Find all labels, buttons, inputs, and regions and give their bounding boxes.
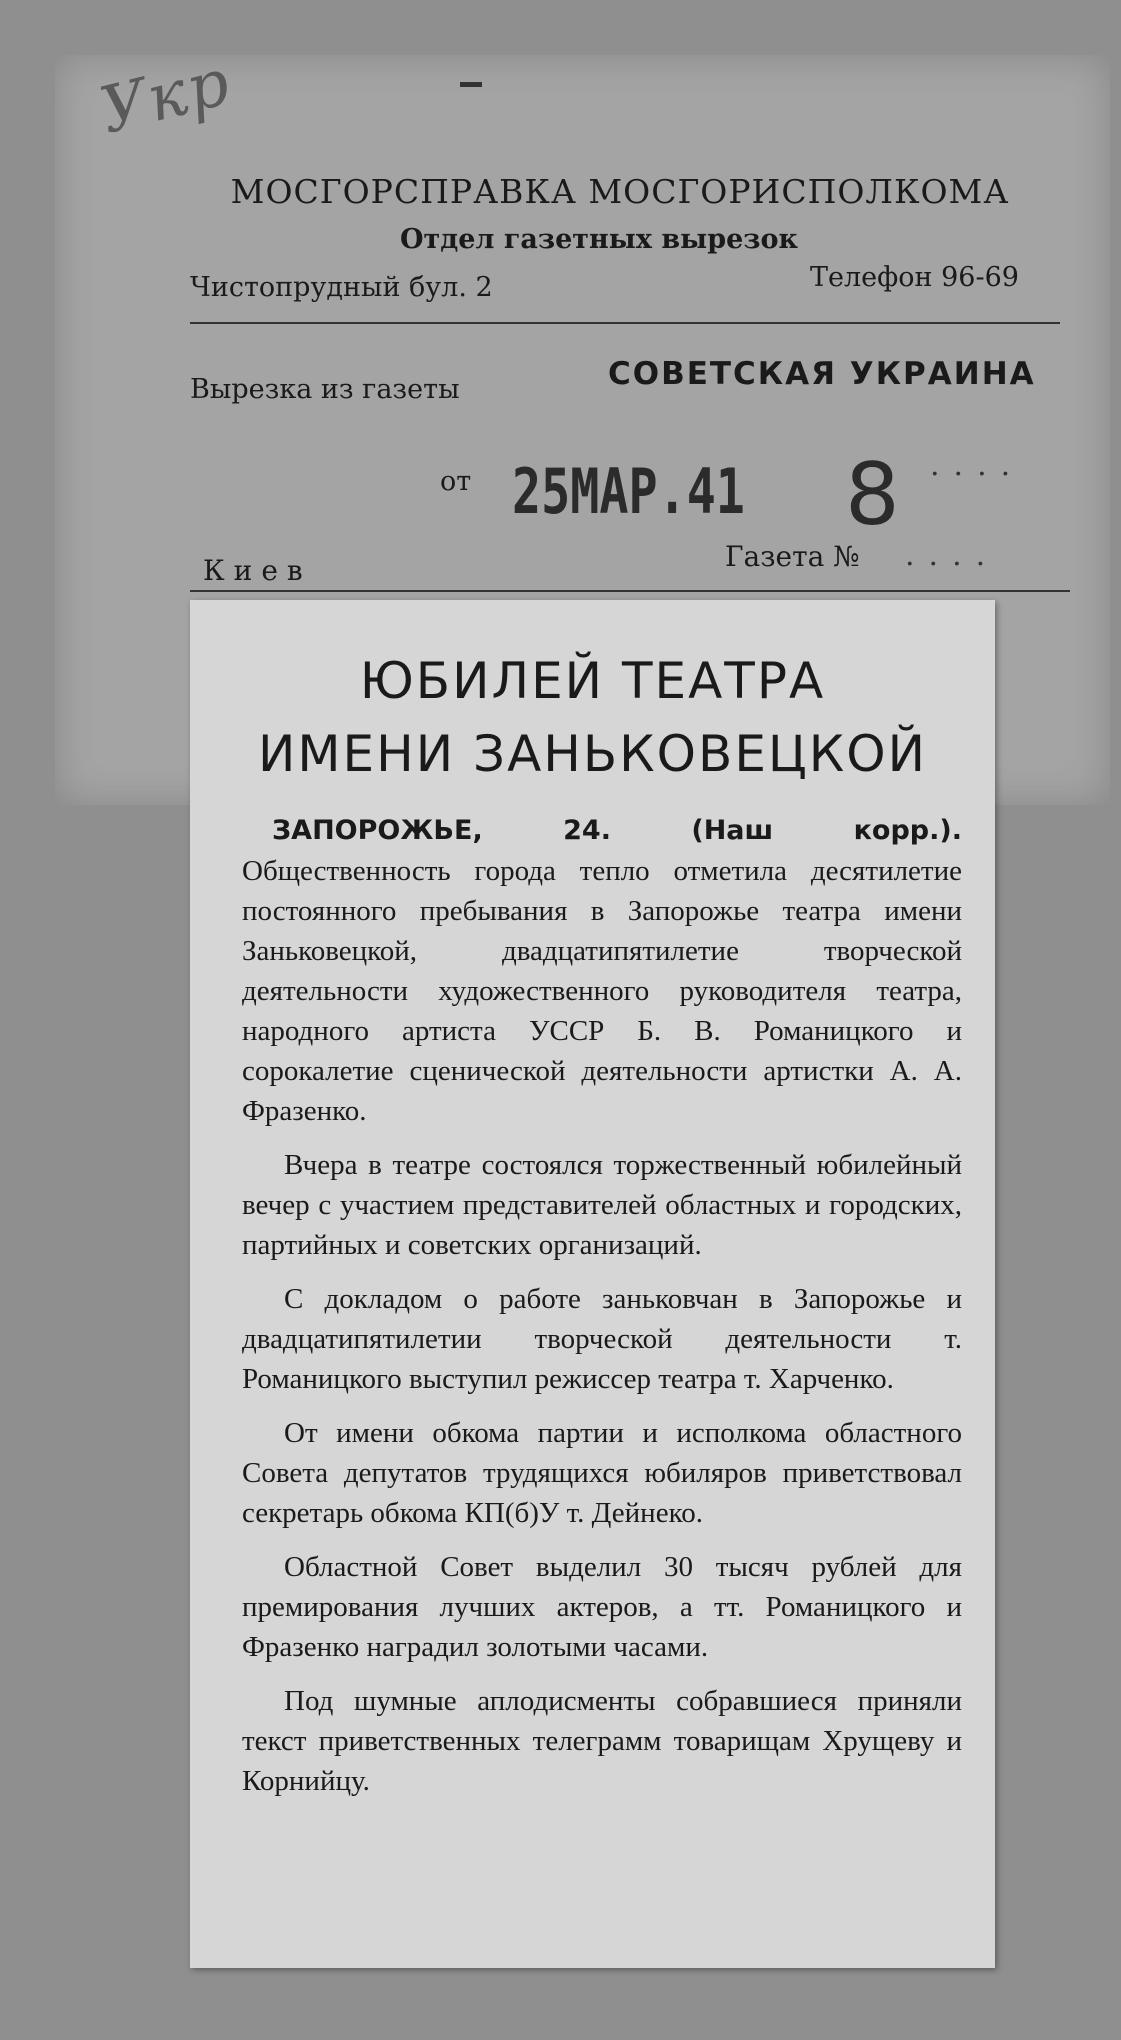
- phone-label: Телефон 96-69: [810, 262, 1019, 293]
- issue-number-stamp: 8: [845, 445, 900, 545]
- city-label: Киев: [203, 554, 312, 587]
- newspaper-name: СОВЕТСКАЯ УКРАИНА: [608, 356, 1036, 392]
- from-label: от: [440, 466, 472, 497]
- article-title-line2: ИМЕНИ ЗАНЬКОВЕЦКОЙ: [257, 725, 927, 783]
- article-body: [242, 810, 962, 1815]
- header-bottom-divider: [190, 590, 1070, 592]
- agency-title: МОСГОРСПРАВКА МОСГОРИСПОЛКОМА: [230, 172, 1010, 211]
- article-paragraph: С докладом о работе заньковчан в Запорожье и двадцатипятилетии творческой деятельности т. Романицкого выступил режиссер театра т. Харченко.: [242, 1283, 962, 1395]
- dotted-line: ....: [930, 448, 1025, 483]
- cutting-label: Вырезка из газеты: [190, 374, 460, 405]
- address-label: Чистопрудный бул. 2: [190, 272, 493, 303]
- article-lead: ЗАПОРОЖЬЕ, 24. (Наш корр.).: [272, 815, 962, 846]
- article-paragraph-text: Общественность города тепло отметила десятилетие постоянного пребывания в Запорожье театра имени Заньковецкой, двадцатипятилетие творческой деятельности художественного руководителя театра, народного артиста УССР Б. В. Романицкого и сорокалетие сценической деятельности артистки А. А. Фразенко.: [242, 855, 962, 1127]
- article-paragraph: [242, 810, 962, 1131]
- newspaper-clipping: [190, 600, 995, 1968]
- dotted-line: ....: [905, 538, 1000, 573]
- article-paragraph: От имени обкома партии и исполкома областного Совета депутатов трудящихся юбиляров приветствовал секретарь обкома КП(б)У т. Дейнеко.: [242, 1417, 962, 1529]
- gazeta-number-label: Газета №: [725, 540, 860, 573]
- header-divider: [190, 322, 1060, 324]
- article-paragraph: Вчера в театре состоялся торжественный юбилейный вечер с участием представителей областных и городских, партийных и советских организаций.: [242, 1149, 962, 1261]
- article-paragraph: Областной Совет выделил 30 тысяч рублей для премирования лучших актеров, а тт. Романицкого и Фразенко наградил золотыми часами.: [242, 1551, 962, 1663]
- article-title-line1: ЮБИЛЕЙ ТЕАТРА: [359, 652, 826, 710]
- department-label: Отдел газетных вырезок: [400, 224, 798, 255]
- dash-mark: [460, 82, 482, 87]
- article-paragraph: Под шумные аплодисменты собравшиеся приняли текст приветственных телеграмм товарищам Хрущеву и Корнийцу.: [242, 1685, 962, 1797]
- date-stamp: 25МАР.41: [512, 455, 745, 528]
- handwritten-note: Укр: [93, 45, 239, 149]
